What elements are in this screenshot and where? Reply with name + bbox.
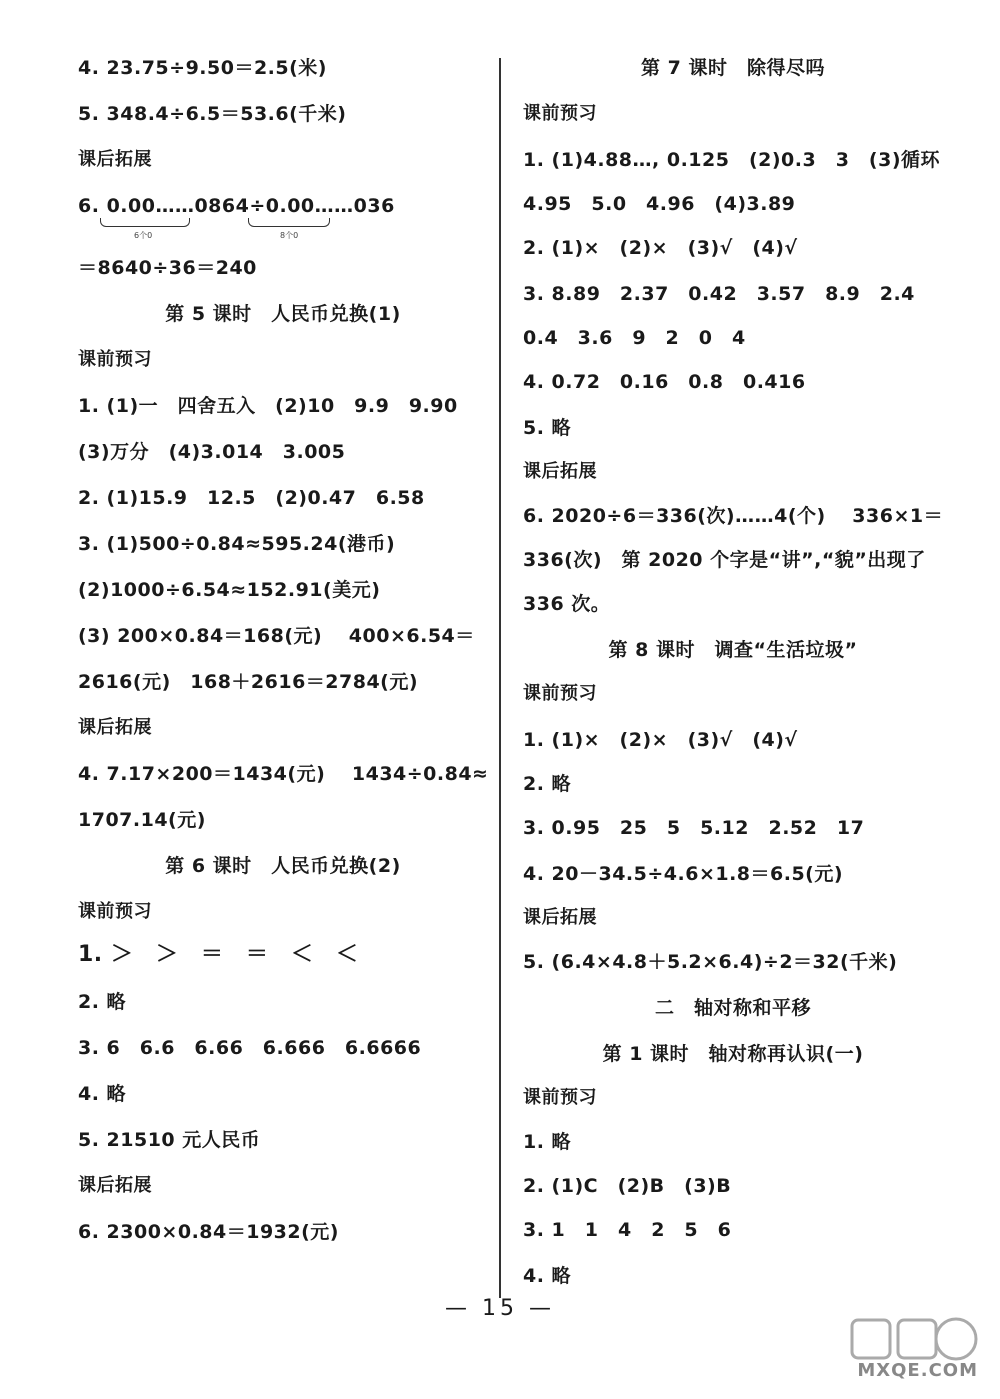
answer-line: 1. (1)4.88…, 0.125 (2)0.3 3 (3)循环: [523, 149, 941, 171]
page-number: — 15 —: [445, 1296, 555, 1321]
unit-title: 二 轴对称和平移: [654, 997, 811, 1019]
section-header: 课后拓展: [78, 149, 152, 170]
lesson-title: 第 7 课时 除得尽吗: [641, 57, 825, 79]
answer-line: 3. 8.89 2.37 0.42 3.57 8.9 2.4: [523, 283, 915, 305]
answer-line: 1. (1)一 四舍五入 (2)10 9.9 9.90: [78, 395, 458, 417]
answer-line: (3)万分 (4)3.014 3.005: [78, 441, 346, 463]
section-header: 课后拓展: [78, 1175, 152, 1196]
operator: ÷: [249, 195, 266, 217]
answer-line: 2. (1)× (2)× (3)√ (4)√: [523, 237, 798, 259]
section-header: 课后拓展: [523, 907, 597, 928]
answer-line: 4.95 5.0 4.96 (4)3.89: [523, 193, 796, 215]
answer-line: (3) 200×0.84＝168(元) 400×6.54＝: [78, 625, 475, 647]
lesson-title: 第 6 课时 人民币兑换(2): [165, 855, 401, 877]
section-header: 课前预习: [523, 103, 597, 124]
answer-line: 3. 1 1 4 2 5 6: [523, 1219, 732, 1241]
answer-line: 3. 0.95 25 5 5.12 2.52 17: [523, 817, 865, 839]
column-divider: [499, 58, 501, 1298]
answer-line: 5. 略: [523, 417, 572, 439]
answer-line: ＝8640÷36＝240: [78, 257, 257, 279]
answer-line: [78, 192, 395, 220]
answer-line: 4. 23.75÷9.50＝2.5(米): [78, 57, 327, 79]
dividend: 0.00……0864: [106, 195, 250, 217]
answer-line: 4. 20－34.5÷4.6×1.8＝6.5(元): [523, 863, 844, 885]
section-header: 课前预习: [523, 1087, 597, 1108]
answer-line: 0.4 3.6 9 2 0 4: [523, 327, 746, 349]
section-header: 课前预习: [78, 349, 152, 370]
brace-label: 8个0: [280, 231, 299, 240]
answer-line: 4. 7.17×200＝1434(元) 1434÷0.84≈: [78, 763, 489, 785]
answer-line: 2. 略: [523, 773, 572, 795]
section-header: 课前预习: [78, 901, 152, 922]
lesson-title: 第 1 课时 轴对称再认识(一): [602, 1043, 864, 1065]
answer-line: 5. 21510 元人民币: [78, 1129, 261, 1151]
section-header: 课后拓展: [523, 461, 597, 482]
answer-line: 4. 0.72 0.16 0.8 0.416: [523, 371, 806, 393]
answer-line: 4. 略: [78, 1083, 127, 1105]
answer-line: 336(次) 第 2020 个字是“讲”,“貌”出现了: [523, 549, 926, 571]
answer-line: 5. 348.4÷6.5＝53.6(千米): [78, 103, 347, 125]
answer-line: 6. 2300×0.84＝1932(元): [78, 1221, 339, 1243]
answer-line: 3. (1)500÷0.84≈595.24(港币): [78, 533, 396, 555]
answer-line: 1707.14(元): [78, 809, 206, 831]
answer-line: 336 次。: [523, 593, 611, 615]
answer-line: 6. 2020÷6＝336(次)……4(个) 336×1＝: [523, 505, 944, 527]
brace-label: 6个0: [134, 231, 153, 240]
brace-under-dividend: [100, 218, 190, 227]
lesson-title: 第 5 课时 人民币兑换(1): [165, 303, 401, 325]
answer-line: 5. (6.4×4.8＋5.2×6.4)÷2＝32(千米): [523, 951, 898, 973]
divisor: 0.00……036: [265, 195, 395, 217]
lesson-title: 第 8 课时 调查“生活垃圾”: [608, 639, 858, 661]
answer-line: (2)1000÷6.54≈152.91(美元): [78, 579, 381, 601]
answer-line: 1. (1)× (2)× (3)√ (4)√: [523, 729, 798, 751]
answer-line: 2. (1)15.9 12.5 (2)0.47 6.58: [78, 487, 425, 509]
section-header: 课前预习: [523, 683, 597, 704]
answer-line: 2. (1)C (2)B (3)B: [523, 1175, 732, 1197]
brace-under-divisor: [248, 218, 330, 227]
section-header: 课后拓展: [78, 717, 152, 738]
item-number: 6.: [78, 195, 107, 217]
answer-line: 3. 6 6.6 6.66 6.666 6.6666: [78, 1037, 422, 1059]
watermark-text: MXQE.COM: [857, 1360, 978, 1381]
answer-line: 2. 略: [78, 991, 127, 1013]
answer-line: 2616(元) 168＋2616＝2784(元): [78, 671, 419, 693]
answer-line: 4. 略: [523, 1265, 572, 1287]
answer-line: 1. ＞ ＞ ＝ ＝ ＜ ＜: [78, 942, 359, 967]
answer-line: 1. 略: [523, 1131, 572, 1153]
